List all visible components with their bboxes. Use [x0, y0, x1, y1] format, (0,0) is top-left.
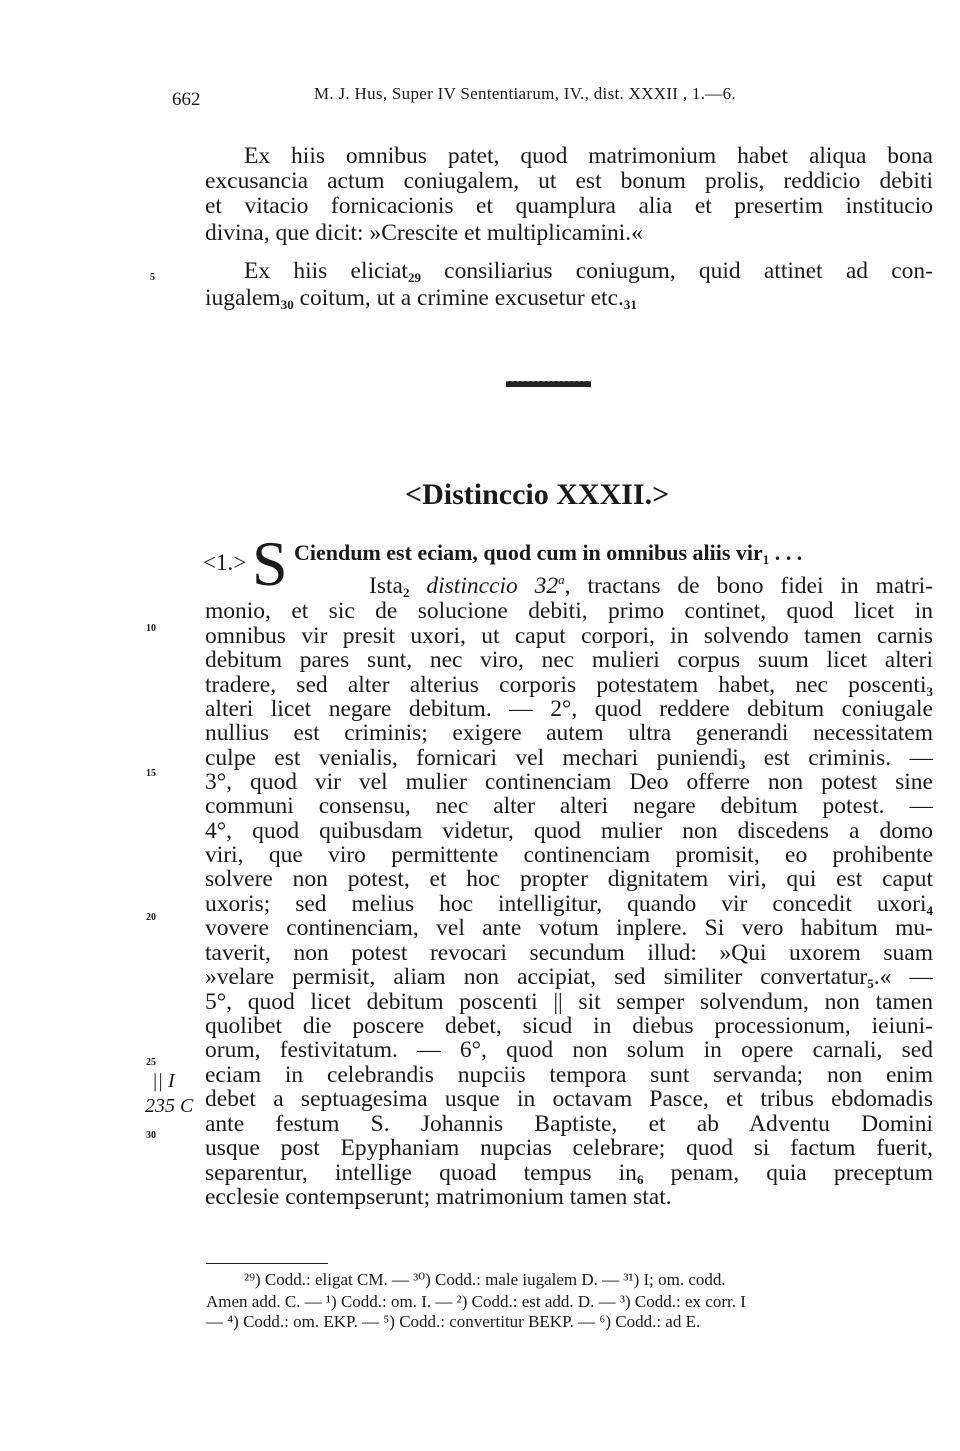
- line-number: 25: [146, 1057, 156, 1068]
- text-line: alteri licet negare debitum. — 2°, quod reddere debitum coniugale: [205, 696, 933, 722]
- text-line: 3°, quod vir vel mulier continenciam Deo offerre non potest sine: [205, 769, 933, 795]
- footnote-line: Amen add. C. — ¹) Codd.: om. I. — ²) Codd.: est add. D. — ³) Codd.: ex corr. I: [206, 1292, 746, 1311]
- text-line: viri, que viro permittente continenciam promisit, eo prohibente: [205, 842, 933, 868]
- drop-cap: S: [252, 528, 288, 599]
- text-line: ante festum S. Johannis Baptiste, et ab Adventu Domini: [205, 1111, 933, 1137]
- line-number: 15: [146, 768, 156, 779]
- footnote-line: — ⁴) Codd.: om. EKP. — ⁵) Codd.: convertitur BEKP. — ⁶) Codd.: ad E.: [206, 1312, 701, 1331]
- margin-reference: 235 C: [145, 1095, 194, 1117]
- text-line: separentur, intellige quoad tempus $in_6$ penam, quia preceptum: [205, 1160, 933, 1187]
- text-line: orum, festivitatum. — 6°, quod non solum in opere carnali, sed: [205, 1037, 933, 1063]
- text-line: excusancia actum coniugalem, ut est bonum prolis, reddicio debiti: [205, 168, 933, 194]
- text-line: »velare permisit, aliam non accipiat, sed similiter convertatur$_5$.« —: [205, 964, 934, 991]
- line-number: 30: [146, 1130, 156, 1141]
- section-heading: <Distinccio XXXII.>: [405, 478, 670, 511]
- running-head: M. J. Hus, Super IV Sententiarum, IV., dist. XXXII , 1.—6.: [314, 84, 736, 103]
- text-line: tradere, sed alter alterius corporis potestatem habet, nec poscenti$_3$: [205, 672, 933, 699]
- text-line: debet a septuagesima usque in octavam Pasce, et tribus ebdomadis: [205, 1086, 933, 1112]
- ornament-divider: [506, 381, 591, 387]
- line-number: 10: [146, 623, 156, 634]
- margin-reference: || I: [152, 1070, 175, 1092]
- text-line: taverit, non potest revocari secundum illud: »Qui uxorem suam: [205, 940, 933, 966]
- text-line: Ex hiis omnibus patet, quod matrimonium habet aliqua bona: [244, 143, 933, 169]
- text-line: vovere continenciam, vel ante votum inplere. Si vero habitum mu-: [205, 915, 933, 941]
- footnote-ref: 29: [407, 270, 421, 285]
- text-line: divina, que dicit: »Crescite et multiplicamini.«: [205, 220, 643, 246]
- text-line: et vitacio fornicacionis et quamplura alia et presertim institucio: [205, 193, 933, 219]
- text-line: Ista$_2$ distinccio 32$^a$, tractans de bono fidei in matri-: [369, 572, 934, 600]
- section-marker: <1.>: [203, 550, 247, 575]
- text-line: 5°, quod licet debitum poscenti || sit semper solvendum, non tamen: [205, 989, 933, 1015]
- text-line: communi consensu, nec alter alteri negare debitum potest. —: [205, 793, 933, 819]
- line-number: 5: [150, 272, 155, 283]
- text-line: solvere non potest, et hoc propter dignitatem viri, qui est caput: [205, 866, 933, 892]
- text-line: culpe est venialis, fornicari vel mechari puniendi$_3$ est criminis. —: [205, 745, 933, 772]
- text-line: eciam in celebrandis nupciis tempora sunt servanda; non enim: [205, 1062, 933, 1088]
- text-line: Ex hiis eliciat$_{29}$ consiliarius coniugum, quid attinet ad con-: [244, 258, 933, 285]
- page-number: 662: [172, 89, 201, 110]
- text-line: debitum pares sunt, nec viro, nec mulieri corpus suum licet alteri: [205, 647, 933, 673]
- line-number: 20: [146, 912, 156, 923]
- text-line: 4°, quod quibusdam videtur, quod mulier non discedens a domo: [205, 818, 933, 844]
- text-line: iugalem$_{30}$ coitum, ut a crimine excusetur $etc._{31}$: [205, 285, 637, 312]
- footnote-rule: [206, 1263, 328, 1264]
- footnote-line: ²⁹) Codd.: eligat CM. — ³⁰) Codd.: male iugalem D. — ³¹) I; om. codd.: [244, 1270, 726, 1289]
- text-line: nullius est criminis; exigere autem ultra generandi necessitatem: [205, 720, 933, 746]
- footnote-ref: 31: [623, 297, 637, 312]
- text-line: quolibet die poscere debet, sicud in diebus processionum, ieiuni-: [205, 1013, 933, 1039]
- text-line: monio, et sic de solucione debiti, primo continet, quod licet in: [205, 598, 933, 624]
- footnote-ref: 30: [280, 297, 294, 312]
- text-line: usque post Epyphaniam nupcias celebrare; quod si factum fuerit,: [205, 1135, 933, 1161]
- text-line: omnibus vir presit uxori, ut caput corpori, in solvendo tamen carnis: [205, 623, 933, 649]
- text-line: uxoris; sed melius hoc intelligitur, quando vir concedit uxori$_4$: [205, 891, 933, 918]
- incipit: Ciendum est eciam, quod cum in omnibus aliis vir$_1$ . . .: [294, 540, 803, 567]
- text-line: ecclesie contempserunt; matrimonium tamen stat.: [205, 1184, 672, 1210]
